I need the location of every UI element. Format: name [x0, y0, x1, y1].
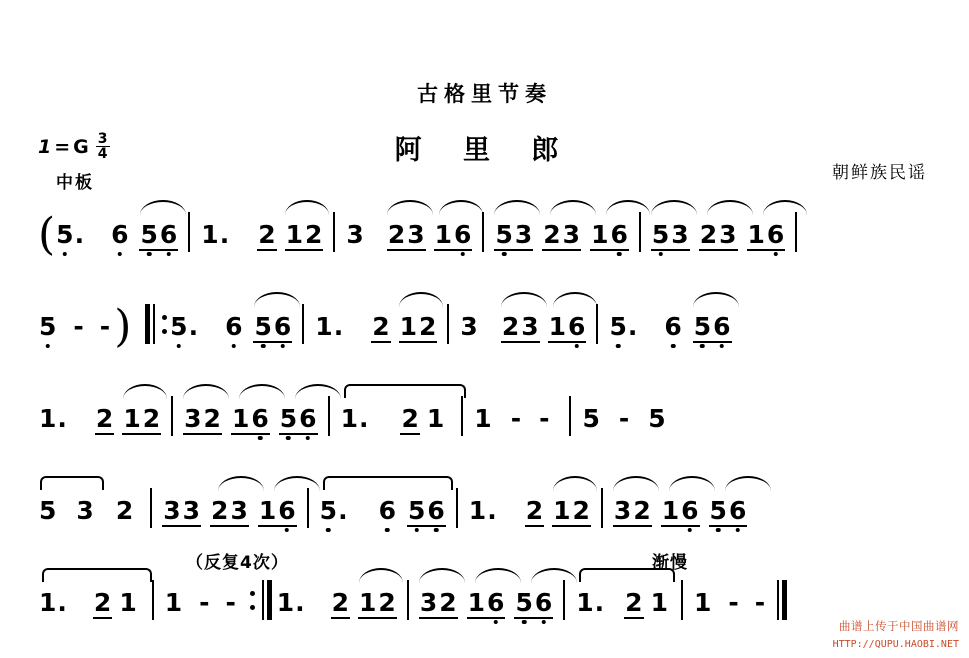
barline — [461, 396, 463, 436]
note: 5 — [648, 404, 666, 433]
music-system-4 — [38, 472, 939, 564]
note-extender: - — [754, 588, 766, 617]
note: 1 — [315, 312, 333, 341]
note: 2 — [372, 312, 390, 341]
note: 1 — [399, 312, 417, 341]
note-group — [494, 218, 628, 252]
note-extender: - — [73, 312, 84, 341]
note-extender: - — [618, 404, 630, 433]
slur — [285, 200, 329, 215]
note: 6 — [609, 218, 628, 252]
staff-row — [38, 472, 939, 564]
note-group — [331, 586, 397, 620]
note-group — [387, 218, 473, 252]
note-group — [38, 586, 138, 620]
note-group — [319, 494, 446, 528]
key-signature-key: G — [73, 135, 89, 158]
beamed-group — [258, 494, 297, 528]
duration-dot: . — [594, 588, 605, 617]
note: 2 — [699, 220, 718, 249]
note: 1 — [426, 404, 445, 433]
note: 1 — [650, 588, 668, 617]
slur — [707, 200, 753, 215]
barline — [188, 212, 190, 252]
beamed-group — [407, 494, 446, 528]
note: 5 — [651, 218, 670, 252]
close-paren: ) — [114, 301, 132, 352]
tie — [40, 476, 104, 490]
note: 6 — [378, 494, 397, 528]
beamed-group — [624, 586, 643, 620]
barline-thin — [262, 580, 264, 620]
note: 2 — [211, 496, 229, 525]
note-group — [276, 586, 305, 620]
note: 2 — [258, 220, 276, 249]
note-group — [608, 310, 637, 344]
note: 1 — [39, 588, 57, 617]
note: 5 — [39, 496, 57, 525]
note-group — [371, 310, 437, 344]
note: 6 — [663, 310, 682, 344]
note-extender: - — [99, 312, 111, 341]
note: 1 — [201, 220, 219, 249]
note-group — [183, 402, 317, 436]
note: 1 — [231, 404, 250, 433]
repeat-dots — [250, 580, 255, 620]
beamed-group — [122, 402, 161, 436]
note: 3 — [613, 496, 632, 525]
duration-dot: . — [358, 404, 369, 433]
note: 6 — [766, 218, 785, 252]
slur — [475, 568, 521, 583]
slur — [387, 200, 433, 215]
beamed-group — [434, 218, 473, 252]
duration-dot: . — [74, 220, 85, 249]
repeat-start-sign — [145, 304, 171, 344]
slur — [419, 568, 465, 583]
note: 5 — [582, 404, 600, 433]
staff-row — [38, 564, 939, 656]
note: 3 — [719, 220, 737, 249]
note: 3 — [514, 220, 533, 249]
beamed-group — [552, 494, 591, 528]
note: 1 — [553, 496, 571, 525]
note: 3 — [460, 312, 478, 341]
note-extender: - — [539, 404, 550, 433]
note: 5 — [55, 218, 74, 252]
slur — [606, 200, 650, 215]
note: 3 — [163, 496, 181, 525]
key-signature-prefix: 1 — [38, 135, 52, 158]
note: 1 — [340, 404, 358, 433]
note: 2 — [572, 496, 590, 525]
barline — [569, 396, 571, 436]
note-group — [473, 402, 549, 436]
beamed-group — [400, 402, 419, 436]
duration-dot: . — [219, 220, 230, 249]
note: 6 — [567, 310, 586, 344]
note: 2 — [305, 220, 323, 249]
note: 3 — [76, 496, 94, 525]
time-signature-bottom: 4 — [97, 146, 108, 163]
barline-thin — [153, 304, 155, 344]
note-group — [200, 218, 229, 252]
note: 6 — [426, 494, 445, 528]
note: 3 — [671, 220, 689, 249]
barline — [563, 580, 565, 620]
note: 3 — [184, 404, 202, 433]
beamed-group — [548, 310, 587, 344]
beamed-group — [494, 218, 533, 252]
slur — [531, 568, 577, 583]
note: 3 — [230, 496, 248, 525]
repeat-dots — [162, 304, 167, 344]
note-group — [468, 494, 497, 528]
note: 5 — [38, 310, 57, 344]
slur — [763, 200, 807, 215]
note-group — [38, 494, 134, 528]
key-signature — [38, 132, 110, 162]
note: 6 — [453, 218, 472, 252]
barline — [601, 488, 603, 528]
slur — [669, 476, 715, 491]
duration-dot: . — [188, 312, 199, 341]
note-group — [581, 402, 666, 436]
beamed-group — [162, 494, 201, 528]
beamed-group — [514, 586, 553, 620]
staff-row — [38, 288, 939, 380]
note: 1 — [474, 404, 492, 433]
note: 1 — [576, 588, 594, 617]
barline — [302, 304, 304, 344]
beamed-group — [387, 218, 426, 252]
beamed-group — [331, 586, 350, 620]
music-system-1 — [38, 196, 939, 288]
note: 6 — [712, 310, 731, 344]
barline — [447, 304, 449, 344]
beamed-group — [139, 218, 178, 252]
beamed-group — [93, 586, 112, 620]
note: 5 — [139, 218, 158, 252]
note-extender: - — [225, 588, 236, 617]
note-group — [501, 310, 587, 344]
beamed-group — [693, 310, 732, 344]
repeat-end-sign — [246, 580, 272, 620]
duration-dot: . — [487, 496, 497, 525]
tie — [42, 568, 152, 582]
note: 2 — [525, 496, 544, 525]
beamed-group — [709, 494, 748, 528]
note: 2 — [633, 496, 651, 525]
beamed-group — [279, 402, 318, 436]
note: 1 — [123, 404, 141, 433]
note: 2 — [378, 588, 396, 617]
beamed-group — [231, 402, 270, 436]
note: 1 — [591, 220, 609, 249]
note-group — [613, 494, 747, 528]
note: 3 — [346, 220, 364, 249]
note: 2 — [115, 496, 134, 525]
key-signature-equals: = — [54, 135, 71, 158]
duration-dot: . — [627, 312, 638, 341]
beamed-group — [358, 586, 397, 620]
open-paren: ( — [38, 209, 56, 260]
barline-thick — [145, 304, 150, 344]
slur — [183, 384, 229, 399]
note-extender: - — [728, 588, 739, 617]
note: 1 — [285, 220, 304, 249]
beamed-group — [613, 494, 652, 528]
note: 3 — [182, 496, 201, 525]
note: 1 — [276, 588, 295, 617]
note: 5 — [608, 310, 627, 344]
note: 1 — [434, 220, 453, 249]
note-group — [340, 402, 446, 436]
slur — [218, 476, 264, 491]
time-signature — [96, 132, 110, 162]
note-group — [95, 402, 161, 436]
duration-dot: . — [57, 404, 67, 433]
duration-dot: . — [295, 588, 305, 617]
note-group — [314, 310, 343, 344]
note-group — [651, 218, 785, 252]
barline — [333, 212, 335, 252]
beamed-group — [747, 218, 786, 252]
beamed-group — [467, 586, 506, 620]
note: 6 — [728, 494, 747, 528]
note: 2 — [142, 404, 161, 433]
note: 3 — [521, 312, 539, 341]
beamed-group — [419, 586, 458, 620]
tie — [344, 384, 466, 398]
slur — [359, 568, 403, 583]
slur — [439, 200, 483, 215]
staff-row — [38, 196, 939, 288]
note: 5 — [709, 494, 728, 528]
note-extender: - — [199, 588, 210, 617]
barline — [307, 488, 309, 528]
note-group — [38, 209, 85, 260]
note-group — [575, 586, 669, 620]
barline — [482, 212, 484, 252]
note: 6 — [110, 218, 129, 252]
barline-thin — [777, 580, 779, 620]
beamed-group — [183, 402, 222, 436]
note: 2 — [439, 588, 457, 617]
barline-thick — [782, 580, 788, 620]
ritard-annotation: 渐慢 — [652, 553, 688, 573]
note: 5 — [279, 402, 298, 436]
slur — [295, 384, 341, 399]
note-group — [419, 586, 553, 620]
note: 1 — [467, 588, 486, 617]
beamed-group — [501, 310, 540, 344]
music-system-3 — [38, 380, 939, 472]
note-group — [525, 494, 591, 528]
note: 1 — [119, 588, 137, 617]
note: 1 — [468, 496, 487, 525]
tempo-marking: 中板 — [56, 173, 94, 193]
slur — [274, 476, 320, 491]
note: 6 — [534, 586, 553, 620]
duration-dot: . — [338, 496, 348, 525]
music-system-5 — [38, 564, 939, 656]
note-group — [164, 586, 236, 620]
page-subtitle: 古格里节奏 — [417, 82, 552, 106]
tie — [323, 476, 453, 490]
tie — [579, 568, 675, 582]
note-group — [38, 402, 67, 436]
slur — [651, 200, 697, 215]
note: 2 — [387, 220, 406, 249]
time-signature-top: 3 — [97, 131, 108, 147]
duration-dot: . — [333, 312, 344, 341]
note: 6 — [486, 586, 505, 620]
note: 2 — [543, 220, 561, 249]
barline-thick — [267, 580, 272, 620]
note: 6 — [273, 310, 292, 344]
slur — [399, 292, 443, 307]
duration-dot: . — [57, 588, 67, 617]
note: 2 — [401, 404, 419, 433]
footer-watermark: 曲谱上传于中国曲谱网 — [839, 619, 959, 633]
note: 6 — [277, 494, 296, 528]
slur — [553, 292, 597, 307]
barline — [456, 488, 458, 528]
music-system-2 — [38, 288, 939, 380]
note: 3 — [407, 220, 425, 249]
barline — [596, 304, 598, 344]
note: 5 — [514, 586, 533, 620]
note: 2 — [331, 588, 350, 617]
note-group — [162, 494, 296, 528]
note: 2 — [501, 312, 520, 341]
barline — [681, 580, 683, 620]
note-group — [459, 310, 478, 344]
slur — [123, 384, 167, 399]
note: 2 — [95, 404, 114, 433]
note: 1 — [258, 496, 277, 525]
note: 6 — [298, 402, 317, 436]
note: 1 — [747, 220, 765, 249]
slur — [613, 476, 659, 491]
beamed-group — [699, 218, 738, 252]
beamed-group — [285, 218, 324, 252]
beamed-group — [590, 218, 629, 252]
note: 2 — [203, 404, 221, 433]
beamed-group — [210, 494, 249, 528]
footer-url: HTTP://QUPU.HAOBI.NET — [832, 639, 959, 650]
barline — [171, 396, 173, 436]
slur — [725, 476, 771, 491]
note: 6 — [224, 310, 243, 344]
note: 3 — [562, 220, 581, 249]
barline — [328, 396, 330, 436]
slur — [140, 200, 186, 215]
slur — [693, 292, 739, 307]
slur — [254, 292, 300, 307]
note: 2 — [419, 312, 437, 341]
beamed-group — [525, 494, 544, 528]
final-barline — [777, 580, 787, 620]
page-title: 阿 里 郎 — [394, 135, 575, 166]
barline — [407, 580, 409, 620]
note: 6 — [250, 402, 269, 436]
note-group — [345, 218, 364, 252]
note: 1 — [548, 312, 567, 341]
note: 5 — [169, 310, 188, 344]
note: 1 — [693, 588, 712, 617]
note: 5 — [693, 310, 712, 344]
note: 5 — [319, 494, 338, 528]
slur — [553, 476, 597, 491]
barline — [795, 212, 797, 252]
note: 1 — [164, 588, 183, 617]
slur — [550, 200, 596, 215]
composer-credit: 朝鲜族民谣 — [832, 163, 927, 183]
note-group — [693, 586, 765, 620]
barline — [152, 580, 154, 620]
slur — [494, 200, 540, 215]
beamed-group — [257, 218, 276, 252]
repeat-times-annotation: （反复4次） — [186, 553, 289, 573]
barline — [639, 212, 641, 252]
note: 1 — [661, 496, 680, 525]
beamed-group — [661, 494, 700, 528]
note: 1 — [39, 404, 57, 433]
beamed-group — [371, 310, 390, 344]
slur — [239, 384, 285, 399]
note-group — [110, 218, 178, 252]
note: 2 — [93, 588, 112, 617]
slur — [501, 292, 547, 307]
note-group — [224, 310, 292, 344]
note-group — [663, 310, 731, 344]
beamed-group — [95, 402, 114, 436]
beamed-group — [253, 310, 292, 344]
note: 1 — [359, 588, 377, 617]
beamed-group — [399, 310, 438, 344]
note-group — [257, 218, 323, 252]
beamed-group — [542, 218, 581, 252]
beamed-group — [651, 218, 690, 252]
note-group — [169, 310, 198, 344]
note: 6 — [680, 494, 699, 528]
note: 3 — [419, 588, 438, 617]
staff-row — [38, 380, 939, 472]
note-group — [38, 301, 132, 352]
note: 5 — [407, 494, 426, 528]
note: 6 — [159, 218, 178, 252]
barline — [150, 488, 152, 528]
note: 2 — [625, 588, 643, 617]
note: 5 — [253, 310, 272, 344]
note: 5 — [494, 218, 513, 252]
note-extender: - — [510, 404, 522, 433]
